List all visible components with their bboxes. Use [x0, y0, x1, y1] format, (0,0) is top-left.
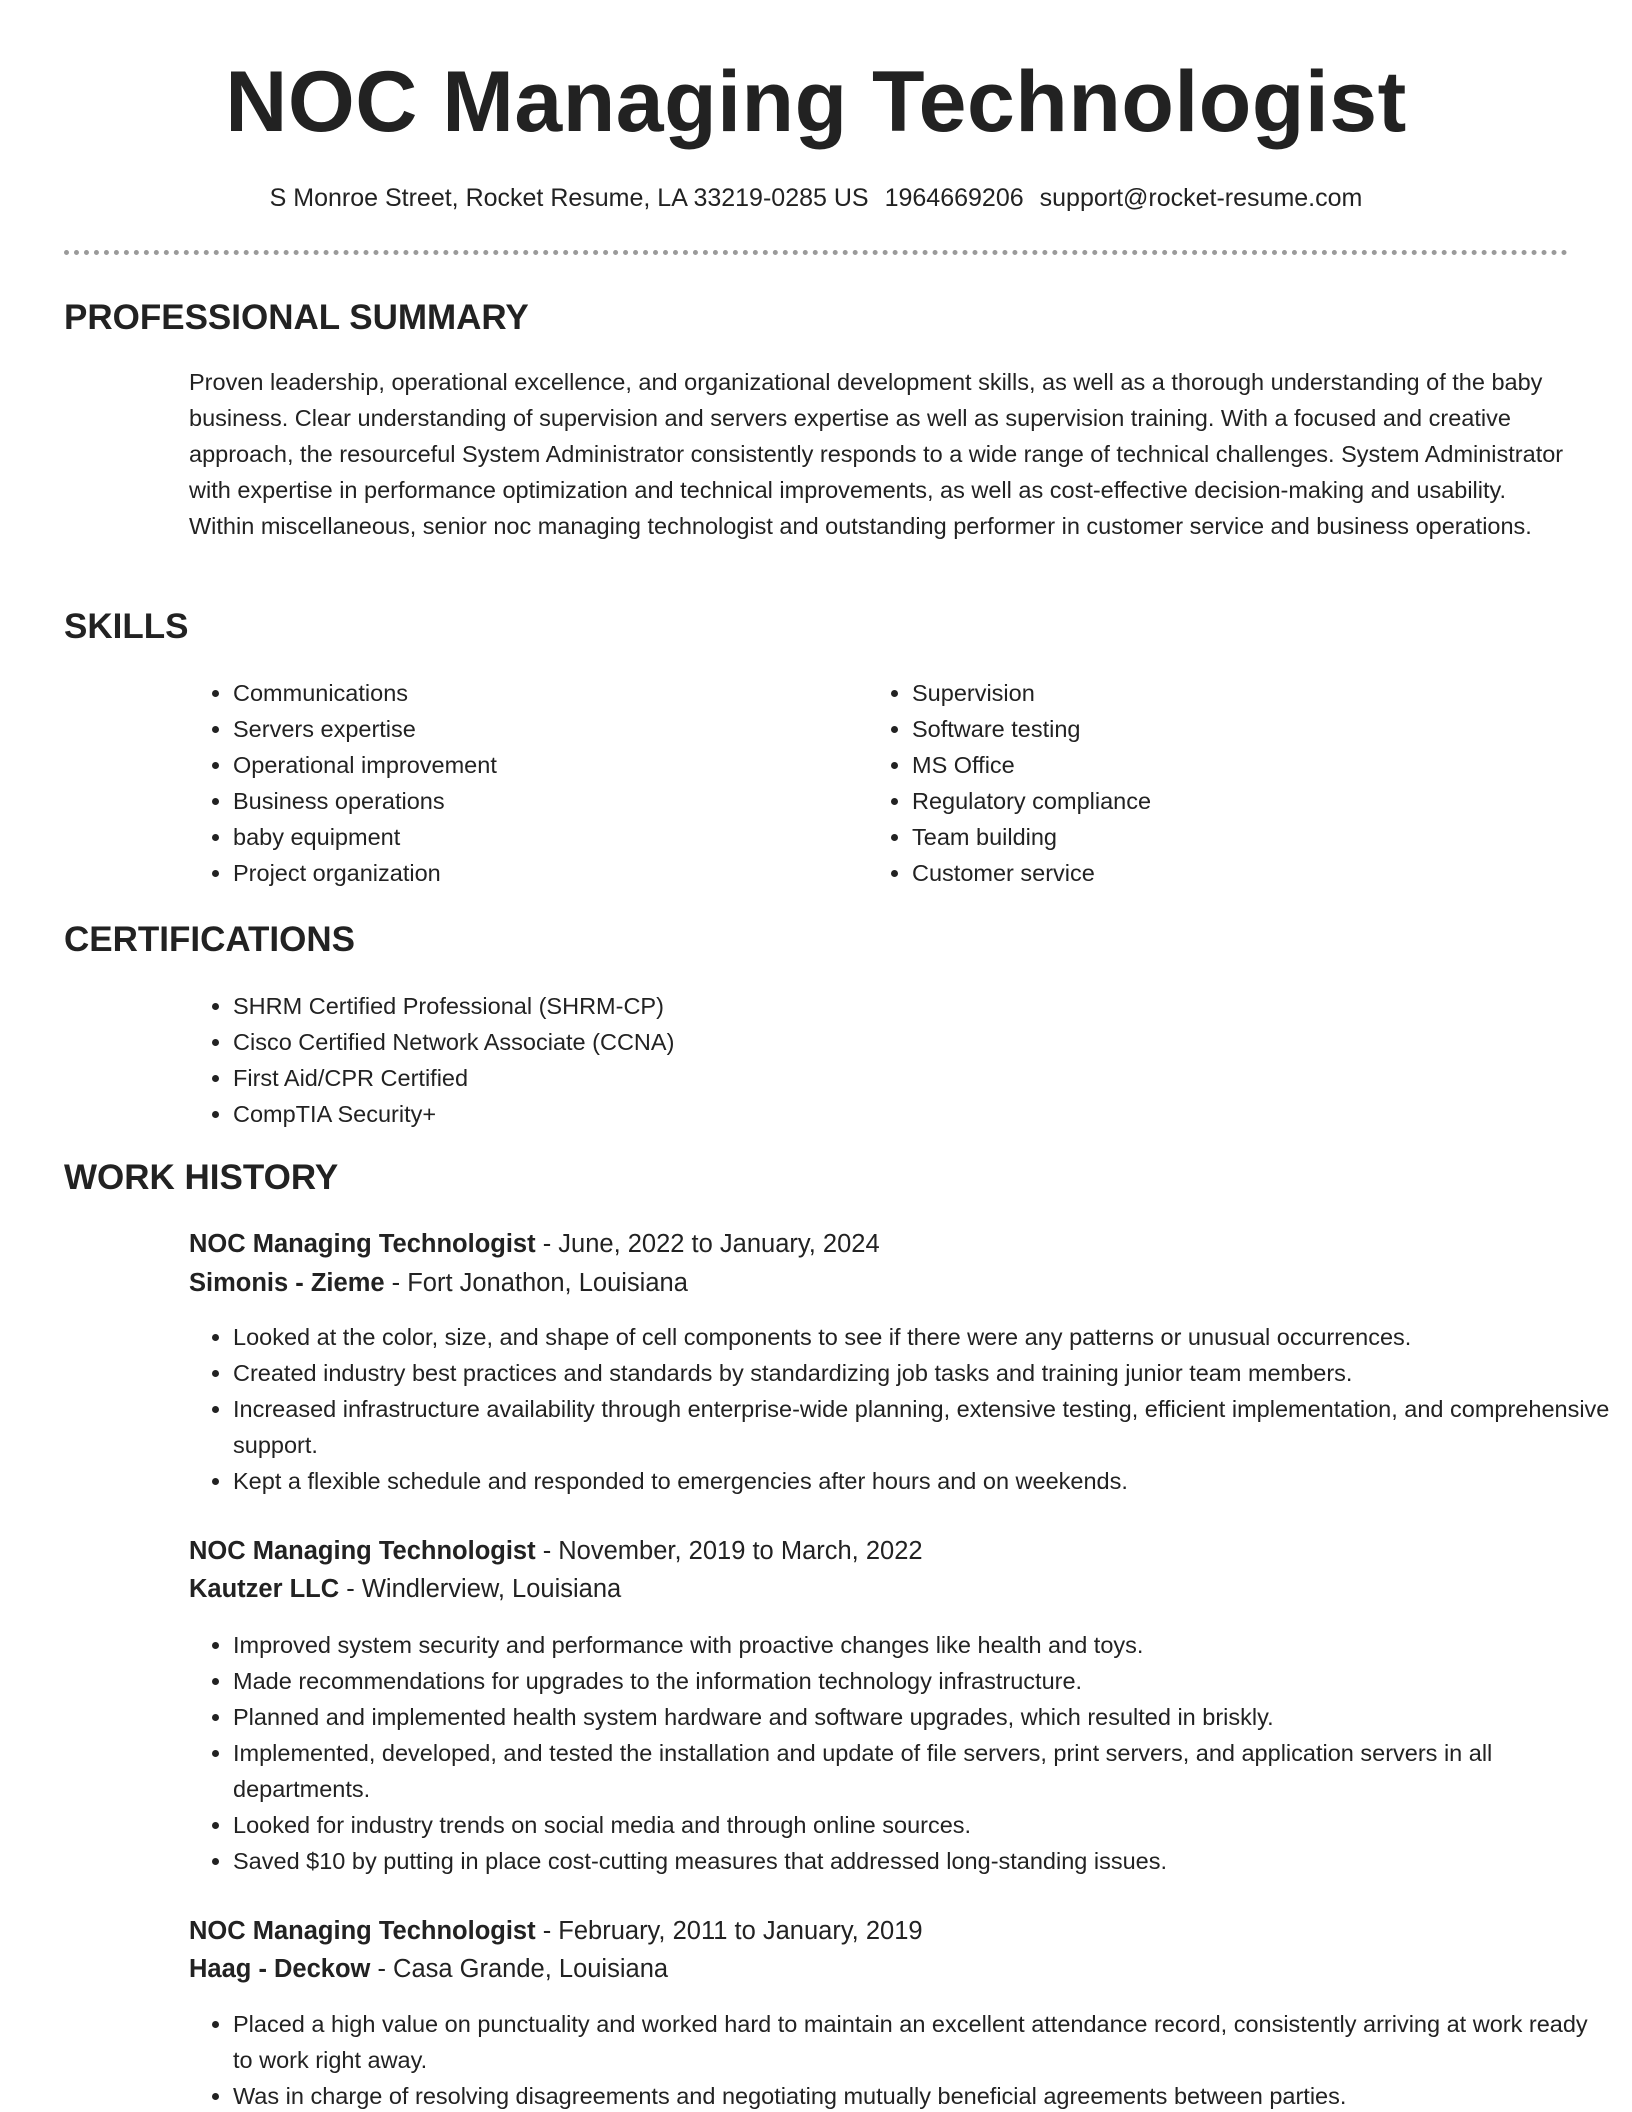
skill-item: • Supervision	[912, 675, 1512, 711]
resume-name: NOC Managing Technologist	[225, 54, 1407, 150]
job-bullet: • Created industry best practices and standards by standardizing job tasks and training junior team members.	[233, 1355, 1613, 1391]
skill-item: • Communications	[233, 675, 833, 711]
contact-address: S Monroe Street, Rocket Resume, LA 33219-0285 US	[269, 184, 869, 212]
certifications-heading: CERTIFICATIONS	[64, 920, 356, 959]
job-title: NOC Managing Technologist	[189, 1230, 536, 1258]
job-title-line	[189, 1225, 880, 1263]
job-bullets	[189, 1627, 1613, 1879]
skills-list-left	[189, 675, 833, 891]
skill-item: • Business operations	[233, 783, 833, 819]
job-dates: - June, 2022 to January, 2024	[535, 1230, 880, 1258]
job-title-line	[189, 1912, 923, 1950]
job-dates: - November, 2019 to March, 2022	[535, 1537, 923, 1565]
job-bullet: • Placed a high value on punctuality and worked hard to maintain an excellent attendance record, consistently arriving at work ready to work right away.	[233, 2006, 1613, 2078]
skill-item: • Servers expertise	[233, 711, 833, 747]
job-bullet: • Looked at the color, size, and shape of cell components to see if there were any patterns or unusual occurrences.	[233, 1319, 1613, 1355]
job-bullets	[189, 2006, 1613, 2112]
skills-list-right	[868, 675, 1512, 891]
job-bullets	[189, 1319, 1613, 1499]
skill-item: • MS Office	[912, 747, 1512, 783]
job-bullet: • Made recommendations for upgrades to the information technology infrastructure.	[233, 1663, 1613, 1699]
job-bullet: • Implemented, developed, and tested the installation and update of file servers, print servers, and application servers in all departments.	[233, 1735, 1613, 1807]
certification-item: • CompTIA Security+	[233, 1096, 1533, 1132]
job-title: NOC Managing Technologist	[189, 1537, 536, 1565]
job-bullet: • Was in charge of resolving disagreements and negotiating mutually beneficial agreements between parties.	[233, 2078, 1613, 2112]
job-bullet: • Increased infrastructure availability through enterprise-wide planning, extensive testing, efficient implementation, and comprehensive support.	[233, 1391, 1613, 1463]
job-bullet: • Kept a flexible schedule and responded to emergencies after hours and on weekends.	[233, 1463, 1613, 1499]
certification-item: • First Aid/CPR Certified	[233, 1060, 1533, 1096]
certification-item: • SHRM Certified Professional (SHRM-CP)	[233, 988, 1533, 1024]
job-bullet: • Looked for industry trends on social media and through online sources.	[233, 1807, 1613, 1843]
contact-email: support@rocket-resume.com	[1039, 184, 1363, 212]
job-title: NOC Managing Technologist	[189, 1917, 536, 1945]
job-company: Kautzer LLC	[189, 1575, 340, 1603]
skill-item: • Operational improvement	[233, 747, 833, 783]
job-dates: - February, 2011 to January, 2019	[535, 1917, 923, 1945]
skill-item: • Team building	[912, 819, 1512, 855]
job-title-line	[189, 1532, 923, 1570]
certification-item: • Cisco Certified Network Associate (CCNA)	[233, 1024, 1533, 1060]
job-company: Simonis - Zieme	[189, 1269, 385, 1297]
skill-item: • Customer service	[912, 855, 1512, 891]
job-company-line	[189, 1950, 668, 1988]
skills-heading: SKILLS	[64, 607, 189, 646]
job-bullet: • Improved system security and performance with proactive changes like health and toys.	[233, 1627, 1613, 1663]
skill-item: • Software testing	[912, 711, 1512, 747]
summary-text: Proven leadership, operational excellence, and organizational development skills, as well as a thorough understanding of the baby business. Clear understanding of supervision and servers expertise as well as supervision training. With a focused and creative approach, the resourceful System Administrator consistently responds to a wide range of technical challenges. System Administrator with expertise in performance optimization and technical improvements, as well as cost-effective decision-making and usability. Within miscellaneous, senior noc managing technologist and outstanding performer in customer service and business operations.	[189, 369, 1564, 539]
skill-item: • baby equipment	[233, 819, 833, 855]
contact-line	[0, 180, 1632, 216]
summary-heading: PROFESSIONAL SUMMARY	[64, 298, 529, 337]
job-bullet: • Planned and implemented health system hardware and software upgrades, which resulted in briskly.	[233, 1699, 1613, 1735]
job-location: - Casa Grande, Louisiana	[370, 1955, 669, 1983]
job-company-line	[189, 1570, 621, 1608]
header-divider	[64, 250, 1568, 255]
job-bullet: • Saved $10 by putting in place cost-cutting measures that addressed long-standing issues.	[233, 1843, 1613, 1879]
job-location: - Windlerview, Louisiana	[339, 1575, 622, 1603]
skill-item: • Regulatory compliance	[912, 783, 1512, 819]
certifications-list	[189, 988, 1533, 1132]
contact-phone: 1964669206	[884, 184, 1024, 212]
job-location: - Fort Jonathon, Louisiana	[384, 1269, 688, 1297]
work-history-heading: WORK HISTORY	[64, 1158, 339, 1197]
skill-item: • Project organization	[233, 855, 833, 891]
job-company: Haag - Deckow	[189, 1955, 371, 1983]
job-company-line	[189, 1264, 688, 1302]
